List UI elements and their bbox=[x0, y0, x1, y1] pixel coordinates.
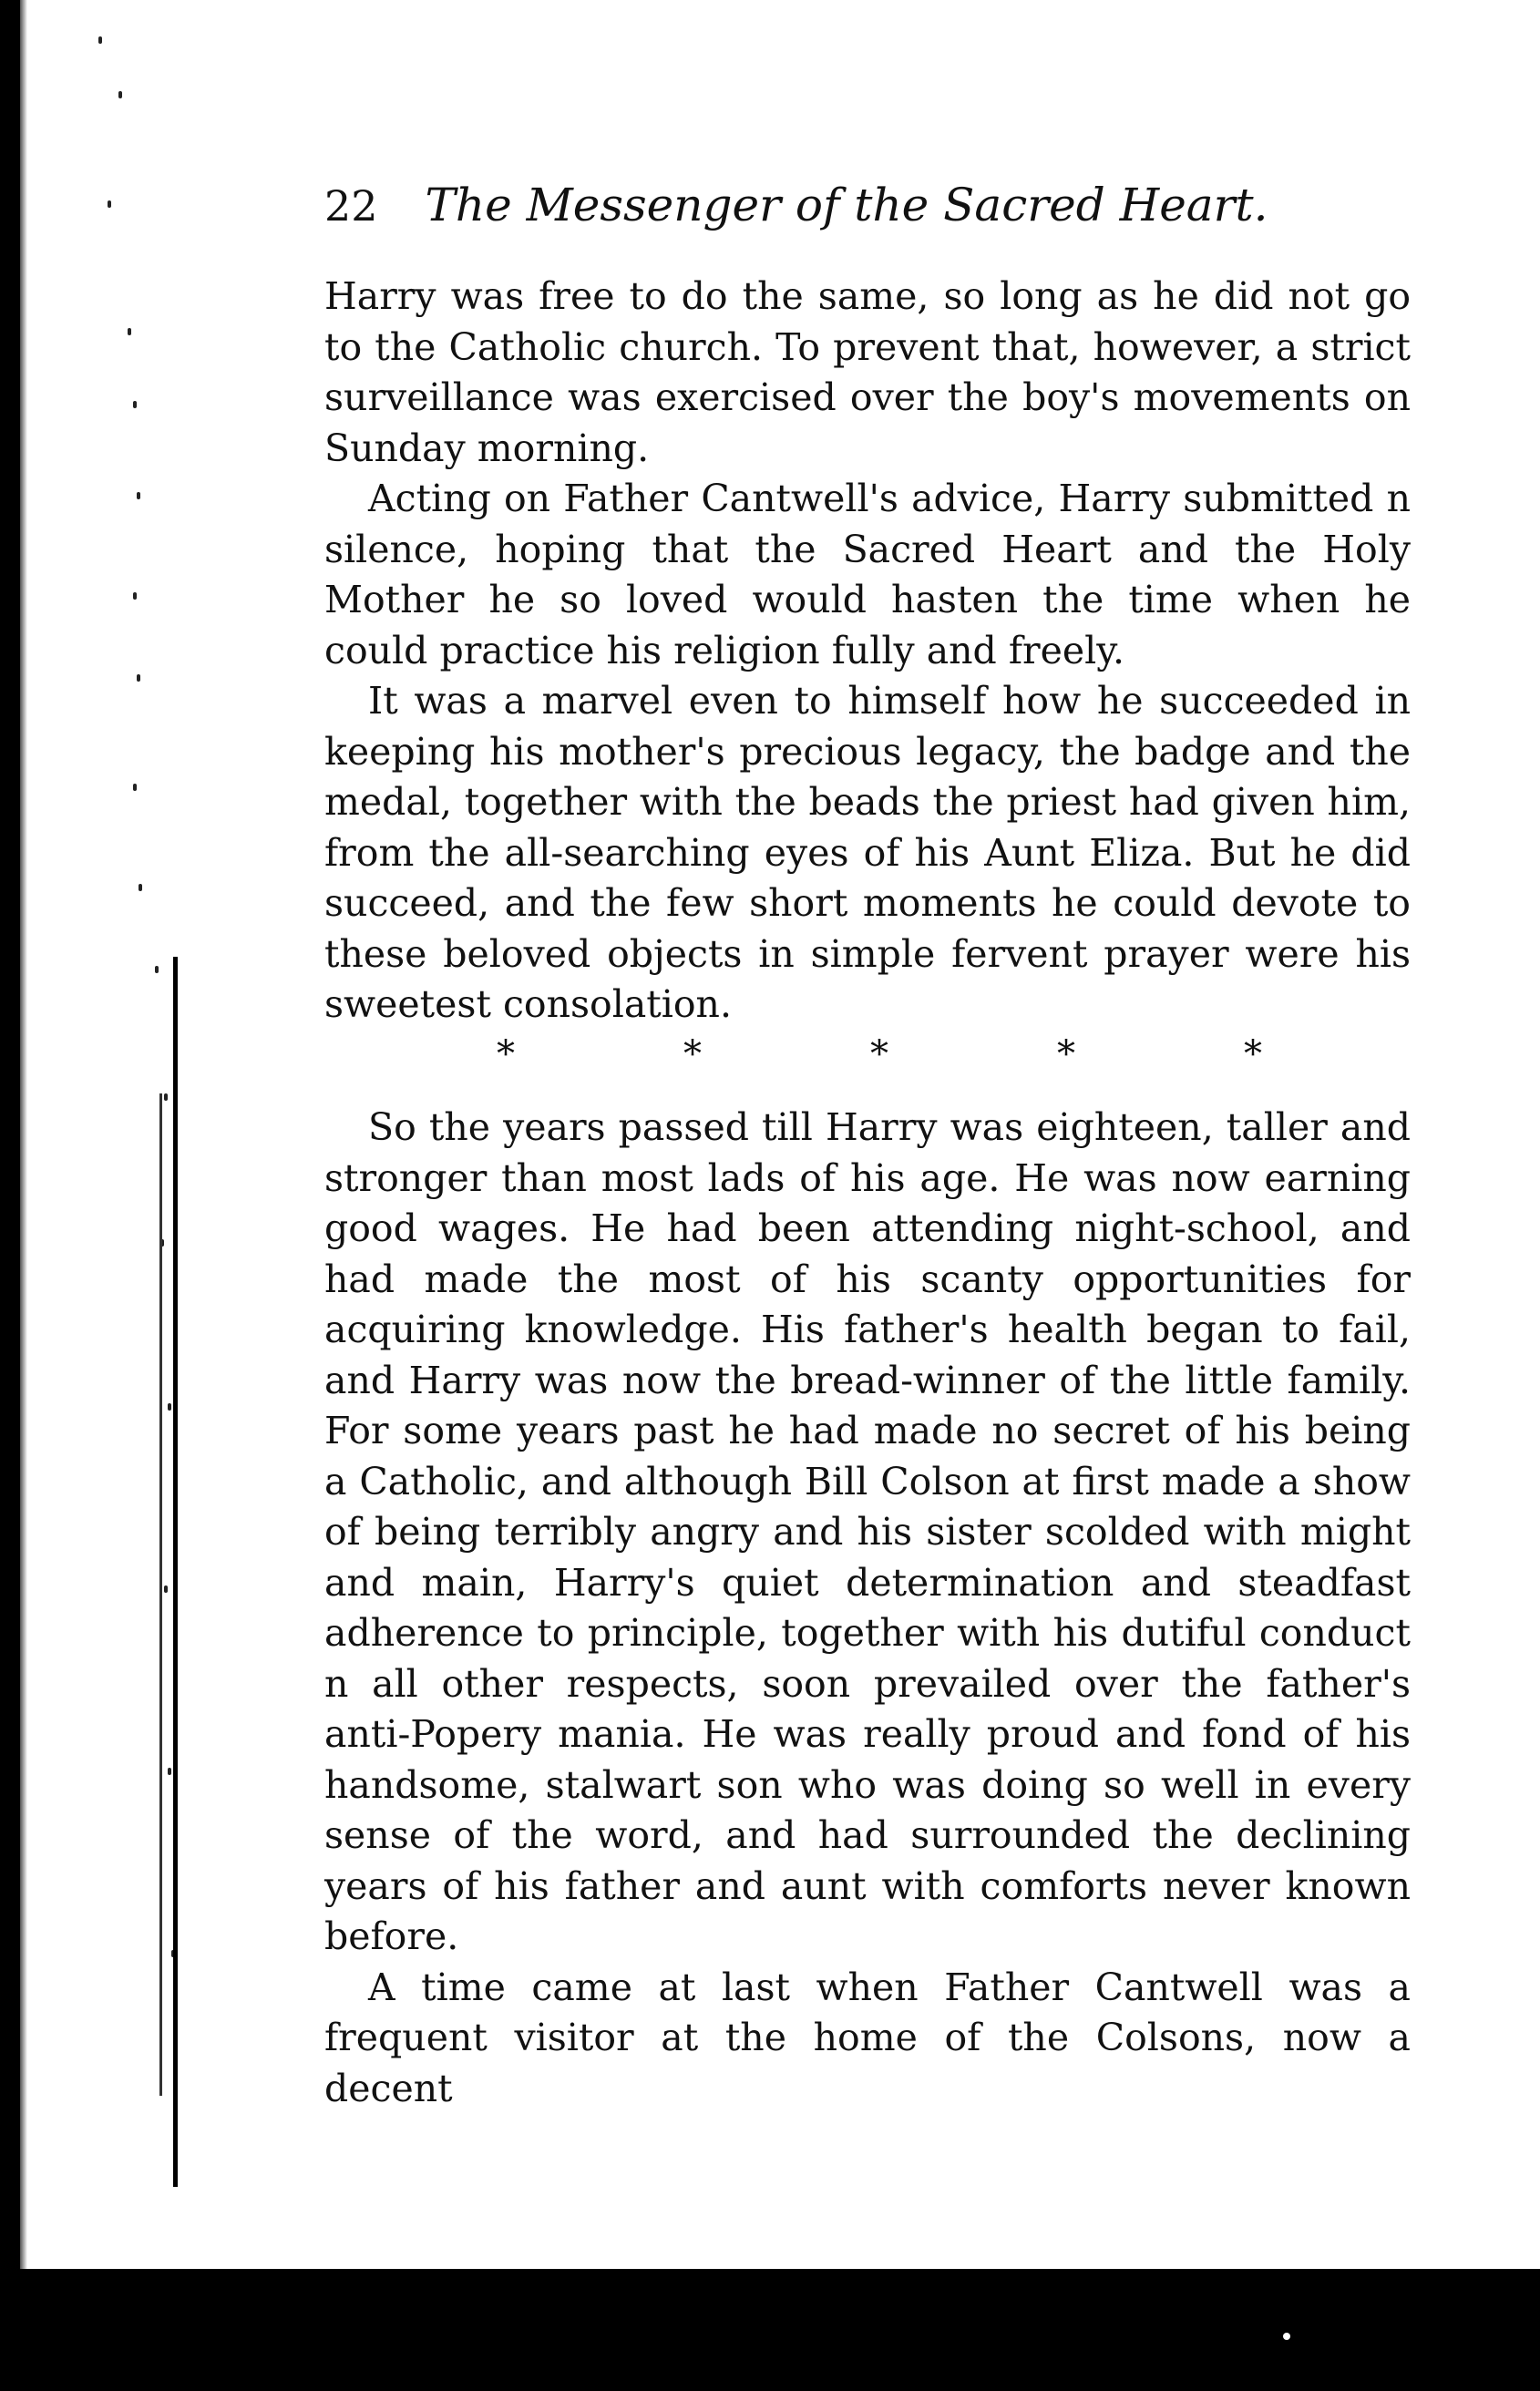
scan-gutter-specks bbox=[91, 36, 200, 2132]
paragraph: So the years passed till Harry was eighteen, taller and stronger than most lads of his age. He was now earning good wages. He had been attending night-school, and had made the most of his scanty opportunities for acquiring knowledge. His father's health began to fail, and Harry was now the bread-winner of the little family. For some years past he had made no secret of his being a Catholic, and although Bill Colson at first made a show of being terribly angry and his sister scolded with might and main, Harry's quiet determination and steadfast adherence to principle, together with his dutiful conduct n all other respects, soon prevailed over the father's anti-Popery mania. He was really proud and fond of his handsome, stalwart son who was doing so well in every sense of the word, and had surrounded the declining years of his father and aunt with comforts never known before. bbox=[324, 1105, 1411, 1958]
section-break-asterisk: * bbox=[1244, 1033, 1262, 1075]
paragraph: Acting on Father Cantwell's advice, Harry submitted n silence, hoping that the Sacred Heart and the Holy Mother he so loved would hasten the time when he could practice his religion fully and freely. bbox=[324, 477, 1411, 672]
paragraph: It was a marvel even to himself how he succeeded in keeping his mother's precious legacy, the badge and the medal, together with the beads the priest had given him, from the all-searching eyes of his Aunt Eliza. But he did succeed, and the few short moments he could devote to these beloved objects in simple fervent prayer were his sweetest consolation. bbox=[324, 679, 1411, 1026]
section-break-asterisk: * bbox=[683, 1033, 702, 1075]
scan-speck bbox=[1283, 2333, 1290, 2340]
scan-gutter-line-faint bbox=[159, 1093, 162, 2096]
scan-binding-edge bbox=[0, 0, 20, 2391]
journal-title: The Messenger of the Sacred Heart. bbox=[425, 179, 1268, 231]
text-block-before-break bbox=[324, 272, 1411, 1031]
section-break-asterisk: * bbox=[497, 1033, 515, 1075]
paragraph: A time came at last when Father Cantwell was a frequent visitor at the home of the Colsons, now a decent bbox=[324, 1965, 1411, 2110]
scan-gutter-line bbox=[173, 957, 178, 2187]
running-header bbox=[324, 173, 1281, 237]
section-break-asterisk: * bbox=[1057, 1033, 1075, 1075]
scan-binding-shadow bbox=[20, 0, 27, 2391]
paragraph: Harry was free to do the same, so long as he did not go to the Catholic church. To prevent that, however, a strict surveillance was exercised over the boy's movements on Sunday morning. bbox=[324, 274, 1411, 470]
section-break-asterisk: * bbox=[870, 1033, 888, 1075]
scan-bottom-band bbox=[0, 2269, 1540, 2391]
section-break bbox=[497, 1031, 1262, 1077]
text-block-after-break bbox=[324, 1103, 1411, 2114]
page-number: 22 bbox=[324, 181, 378, 231]
